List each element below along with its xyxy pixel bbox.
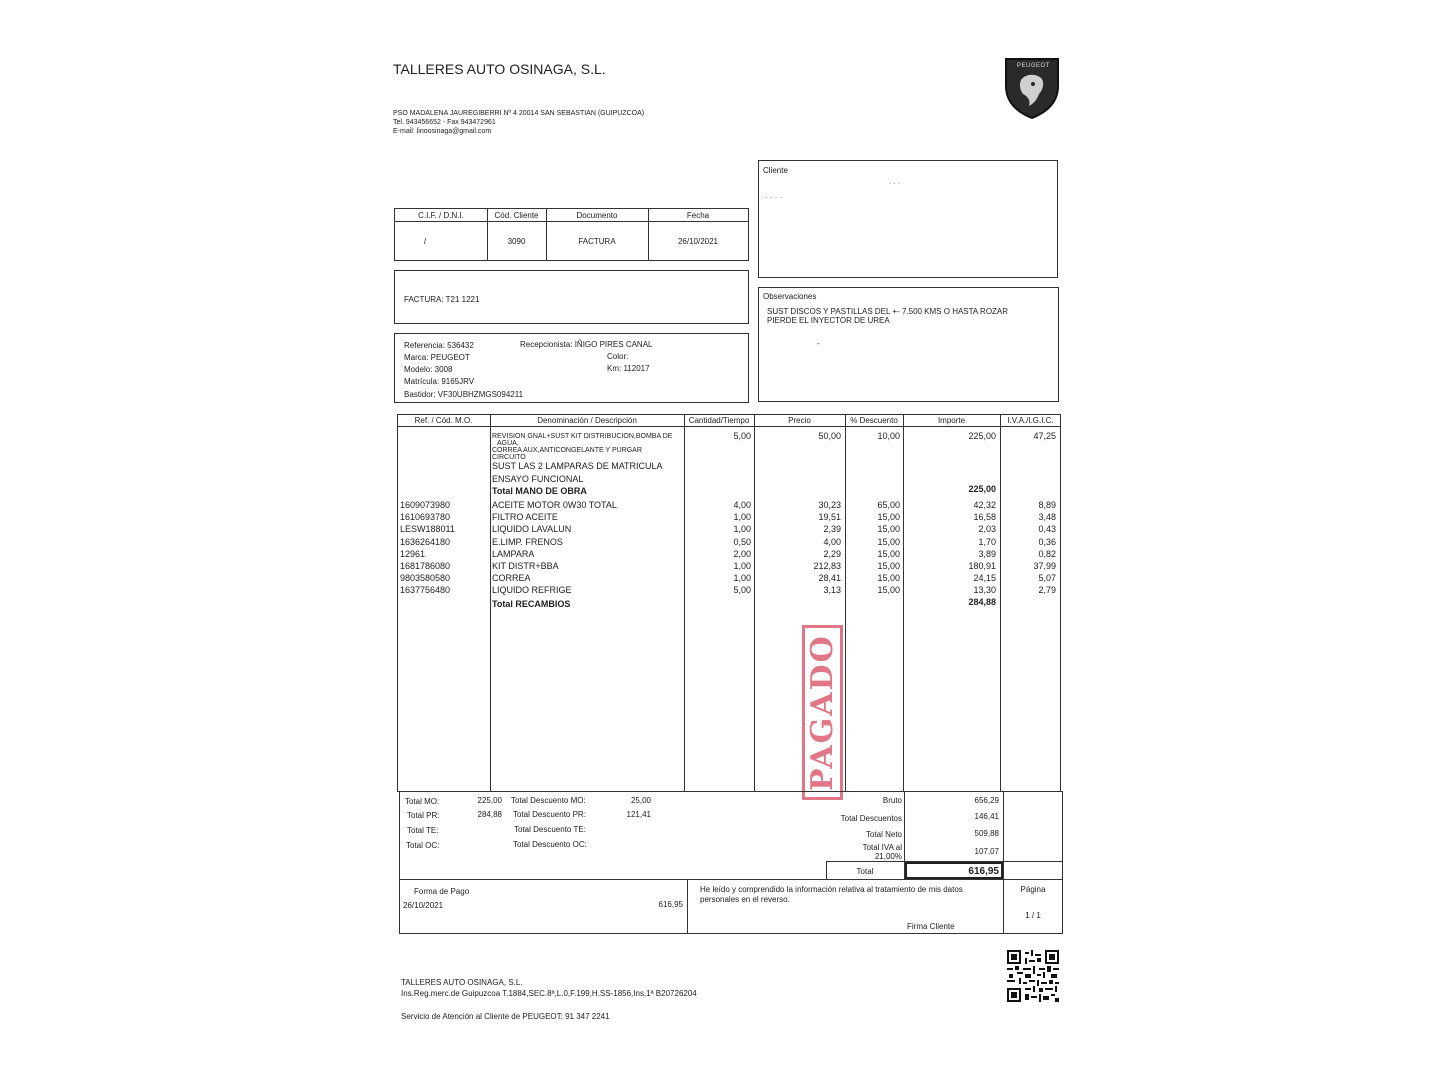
part-disc: 65,00 [877,500,900,510]
part-qty: 0,50 [733,537,751,547]
val-cod-cliente: 3090 [507,237,526,246]
footer-registry: Ins.Reg.merc.de Guipuzcoa T.1884,SEC.8ª,L.0,F.199,H.SS-1856,Ins.1ª B20726204 [401,989,697,998]
table-row [0,501,1440,512]
qr-code-icon [1007,950,1059,1002]
company-address: PSO MADALENA JAUREGIBERRI Nº 4 20014 SAN SEBASTIAN (GUIPUZCOA) [393,110,645,117]
th-disc: % Descuento [850,416,898,425]
table-row [0,538,1440,549]
observaciones-line-3: - [817,339,820,348]
part-ref: 9803580580 [400,573,451,583]
part-desc: KIT DISTR+BBA [492,561,559,571]
labour-vat: 47,25 [1033,431,1056,441]
col-fecha: Fecha [686,211,710,220]
footer-company: TALLERES AUTO OSINAGA, S.L. [401,978,523,987]
part-price: 28,41 [818,573,841,583]
company-name: TALLERES AUTO OSINAGA, S.L. [393,61,606,77]
labour-desc-6: ENSAYO FUNCIONAL [492,474,584,484]
part-vat: 37,99 [1033,561,1056,571]
part-vat: 0,82 [1038,549,1056,559]
total-dpr: 121,41 [626,810,651,819]
part-vat: 0,43 [1038,524,1056,534]
part-ref: 12961 [400,549,426,559]
labour-total: 225,00 [968,484,996,494]
privacy-notice-2: personales en el reverso. [700,895,790,904]
labour-price: 50,00 [818,431,841,441]
page-number: 1 / 1 [1025,911,1041,920]
th-amount: Importe [937,416,966,425]
payment-label: Forma de Pago [414,887,470,896]
firma-cliente: Firma Cliente [907,922,955,931]
col-cif: C.I.F. / D.N.I. [418,211,464,220]
part-ref: 1681786080 [400,561,451,571]
part-price: 19,51 [818,512,841,522]
vehicle-referencia: Referencia: 536432 [404,341,474,350]
total-iva-label: Total IVA al [862,843,902,852]
company-email: E-mail: linoosinaga@gmail.com [393,128,492,135]
part-disc: 15,00 [877,537,900,547]
part-ref: 1636264180 [400,537,451,547]
factura-box [394,270,749,324]
part-desc: FILTRO ACEITE [492,512,558,522]
parts-total-label: Total RECAMBIOS [492,599,571,609]
th-desc: Denominación / Descripción [537,416,637,425]
labour-disc: 10,00 [877,431,900,441]
total-descuentos-label: Total Descuentos [840,814,902,823]
payment-date: 26/10/2021 [403,901,444,910]
total-te-label: Total TE: [407,826,439,835]
th-price: Precio [788,416,811,425]
part-amount: 13,30 [973,585,996,595]
observaciones-line-1: SUST DISCOS Y PASTILLAS DEL +- 7.500 KMS O HASTA ROZAR [767,307,1009,316]
part-amount: 1,70 [978,537,996,547]
client-label: Cliente [763,166,788,175]
labour-desc-3: CORREA AUX,ANTICONGELANTE Y PURGAR [492,447,642,454]
part-disc: 15,00 [877,549,900,559]
part-price: 30,23 [818,500,841,510]
th-qty: Cantidad/Tiempo [688,416,750,425]
total-mo: 225,00 [477,796,502,805]
total-oc-label: Total OC: [406,841,440,850]
part-desc: ACEITE MOTOR 0W30 TOTAL [492,500,617,510]
paid-stamp: PAGADO [802,625,843,800]
part-disc: 15,00 [877,561,900,571]
part-price: 2,29 [823,549,841,559]
labour-desc-5: SUST LAS 2 LAMPARAS DE MATRICULA [492,461,663,471]
table-row [0,550,1440,561]
part-qty: 4,00 [733,500,751,510]
vehicle-recepcionista: Recepcionista: IÑIGO PIRES CANAL [520,340,653,349]
page-label: Página [1020,885,1046,894]
vehicle-box [394,333,749,403]
val-documento: FACTURA [578,237,616,246]
col-cod-cliente: Cód. Cliente [494,211,539,220]
vehicle-km: Km: 112017 [607,364,650,373]
factura-number: FACTURA: T21 1221 [404,295,480,304]
part-desc: LIQUIDO LAVALUN [492,524,572,534]
parts-total: 284,88 [968,597,996,607]
observaciones-label: Observaciones [763,292,817,301]
part-desc: LIQUIDO REFRIGE [492,585,572,595]
bruto-label: Bruto [882,796,902,805]
part-vat: 5,07 [1038,573,1056,583]
total-dmo: 25,00 [630,796,651,805]
part-desc: LAMPARA [492,549,535,559]
table-row [0,525,1440,536]
part-price: 2,39 [823,524,841,534]
vehicle-matricula: Matrícula: 9165JRV [404,377,475,386]
grand-total-label: Total [856,867,874,876]
total-dte-label: Total Descuento TE: [514,825,586,834]
labour-desc-4: CIRCUITO [492,454,526,461]
total-dpr-label: Total Descuento PR: [513,810,586,819]
part-ref: 1637756480 [400,585,451,595]
total-iva: 107,07 [974,847,999,856]
th-ref: Ref. / Cód. M.O. [414,416,473,425]
part-disc: 15,00 [877,512,900,522]
part-price: 4,00 [823,537,841,547]
total-doc-label: Total Descuento OC: [513,840,587,849]
table-row [0,586,1440,597]
col-documento: Documento [576,211,618,220]
labour-desc-2: AGUA, [497,440,519,447]
val-cif: / [423,237,427,246]
part-qty: 1,00 [733,561,751,571]
part-desc: CORREA [492,573,531,583]
company-phone: Tel. 943456652 - Fax 943472961 [393,119,496,126]
part-desc: E.LIMP. FRENOS [492,537,563,547]
logo-text: PEUGEOT [1017,63,1050,69]
vehicle-modelo: Modelo: 3008 [404,365,453,374]
part-ref: 1609073980 [400,500,451,510]
part-ref: LESW188011 [400,524,455,534]
labour-qty: 5,00 [733,431,751,441]
part-qty: 1,00 [733,512,751,522]
observaciones-line-2: PIERDE EL INYECTOR DE UREA [767,316,890,325]
part-vat: 2,79 [1038,585,1056,595]
part-disc: 15,00 [877,585,900,595]
part-qty: 2,00 [733,549,751,559]
table-row [0,513,1440,524]
total-neto: 509,88 [974,829,999,838]
part-qty: 5,00 [733,585,751,595]
privacy-notice-1: He leído y comprendido la información relativa al tratamiento de mis datos [700,885,963,894]
part-vat: 0,36 [1038,537,1056,547]
table-row [0,574,1440,585]
labour-total-label: Total MANO DE OBRA [492,486,587,496]
part-ref: 1610693780 [400,512,451,522]
th-vat: I.V.A./I.G.I.C. [1007,416,1054,425]
val-fecha: 26/10/2021 [677,237,719,246]
part-price: 212,83 [813,561,841,571]
total-pr: 284,88 [477,810,502,819]
part-vat: 8,89 [1038,500,1056,510]
part-qty: 1,00 [733,524,751,534]
total-neto-label: Total Neto [865,830,902,839]
table-row [0,562,1440,573]
part-price: 3,13 [823,585,841,595]
total-pr-label: Total PR: [407,811,440,820]
part-disc: 15,00 [877,524,900,534]
vehicle-bastidor: Bastidor: VF30UBHZMGS094211 [404,390,524,399]
part-amount: 180,91 [968,561,996,571]
labour-amount: 225,00 [968,431,996,441]
total-dmo-label: Total Descuento MO: [511,796,586,805]
part-vat: 3,48 [1038,512,1056,522]
part-amount: 42,32 [973,500,996,510]
part-amount: 24,15 [973,573,996,583]
footer-service: Servicio de Atención al Cliente de PEUGEOT: 91 347 2241 [401,1012,610,1021]
observaciones-box [758,287,1059,402]
bruto: 656,29 [974,796,999,805]
part-amount: 16,58 [973,512,996,522]
part-qty: 1,00 [733,573,751,583]
payment-amount: 616,95 [658,900,683,909]
vehicle-marca: Marca: PEUGEOT [404,353,470,362]
part-amount: 2,03 [978,524,996,534]
part-amount: 3,89 [978,549,996,559]
grand-total: 616,95 [968,866,999,877]
total-descuentos: 146,41 [974,812,999,821]
total-iva-rate: 21,00% [874,852,902,861]
vehicle-color: Color: [607,352,629,361]
total-mo-label: Total MO: [405,797,440,806]
client-line-1: . . . [889,177,901,186]
client-box [758,160,1058,278]
header-table [394,208,749,261]
labour-desc-1: REVISION GNAL+SUST KIT DISTRIBUCION,BOMBA DE [492,433,673,440]
part-disc: 15,00 [877,573,900,583]
peugeot-logo-icon [1003,56,1061,120]
client-line-2: · · · · [765,193,783,202]
